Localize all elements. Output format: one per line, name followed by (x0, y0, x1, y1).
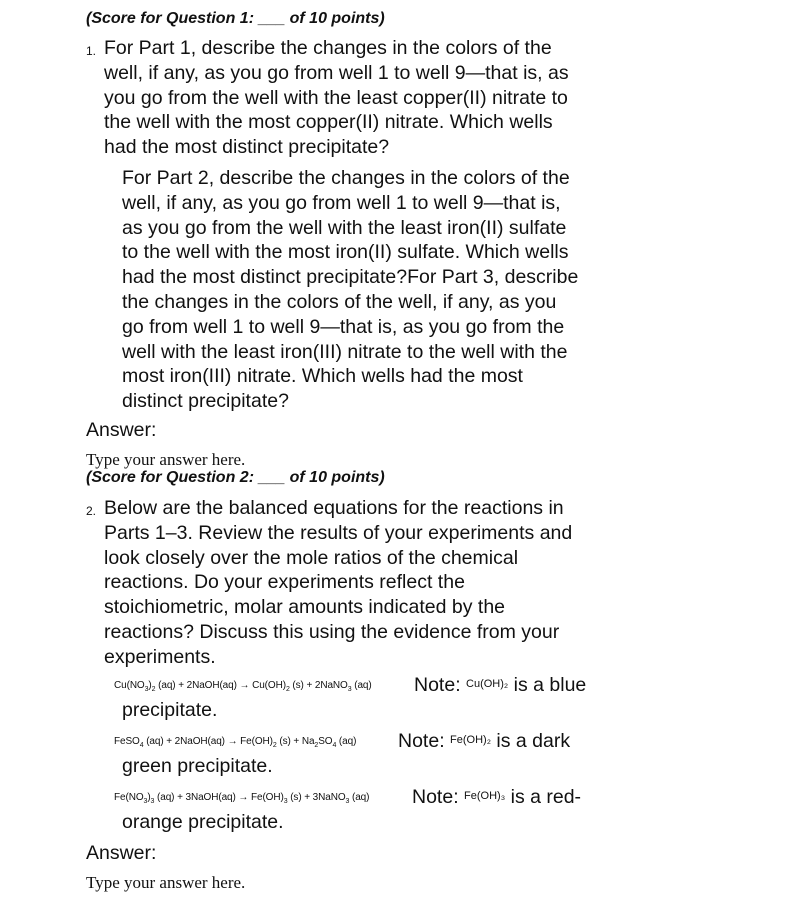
q2-answer-field[interactable]: Type your answer here. (86, 873, 246, 892)
q1-answer-field[interactable]: Type your answer here. (86, 450, 246, 469)
q1-part2-line: go from well 1 to well 9—that is, as you go from the (122, 315, 565, 338)
q1-part2-line: well with the least iron(III) nitrate to the well with the (122, 340, 568, 363)
q1-part2-line: distinct precipitate? (122, 390, 289, 413)
q1-part2-line: For Part 2, describe the changes in the colors of the (122, 167, 570, 189)
q1-part2-line: as you go from the well with the least iron(II) sulfate (122, 216, 567, 239)
equation-1: $Cu(NO_3)_2$ (aq) + 2NaOH(aq) → $Cu(OH)_2$ (s) + 2NaNO$_3$ (aq) (114, 680, 372, 693)
note-prefix: Note: (398, 730, 445, 752)
q1-question-text (104, 36, 794, 160)
note-prefix: Note: (412, 786, 459, 808)
q2-score-suffix: of 10 points) (285, 469, 385, 486)
q2-score-line (86, 469, 385, 487)
note-suffix: is a dark (496, 730, 571, 752)
q1-score-blank[interactable]: ___ (258, 10, 286, 27)
equation-2-note (398, 730, 570, 753)
q1-part2-line: to the well with the most iron(II) sulfate. Which wells (122, 241, 569, 264)
q1-part2-text (122, 166, 792, 414)
q1-part2-line: most iron(III) nitrate. Which wells had the most (122, 365, 523, 388)
q1-part2-line: well, if any, as you go from well 1 to well 9—that is, (122, 191, 561, 214)
note-compound: Cu(OH)₂ (466, 678, 509, 690)
q2-line: Below are the balanced equations for the reactions in (104, 497, 564, 519)
equation-2-continuation: green precipitate. (122, 755, 273, 777)
q2-line: Parts 1–3. Review the results of your experiments and (104, 521, 573, 544)
q2-line: reactions? Discuss this using the evidence from your (104, 620, 560, 643)
q2-score-blank[interactable]: ___ (258, 469, 286, 486)
q2-question-text (104, 496, 794, 670)
equation-1-continuation: precipitate. (122, 699, 218, 721)
q1-line: the well with the most copper(II) nitrate. Which wells (104, 111, 553, 134)
q2-line: stoichiometric, molar amounts indicated by the (104, 596, 506, 619)
equation-1-note (414, 674, 586, 697)
q1-line: For Part 1, describe the changes in the colors of the (104, 37, 552, 59)
q1-answer-label: Answer: (86, 419, 157, 441)
note-suffix: is a red- (510, 786, 582, 808)
q2-number: 2. (86, 504, 97, 518)
note-compound: Fe(OH)₃ (464, 790, 506, 802)
q2-line: experiments. (104, 645, 216, 668)
note-suffix: is a blue (513, 674, 587, 696)
q2-score-prefix: (Score for Question 2: (86, 469, 259, 486)
equation-2: FeSO$_4$ (aq) + 2NaOH(aq) → $Fe(OH)_2$ $(s) + Na_2SO_4$ (aq) (114, 736, 357, 749)
q1-part2-line: had the most distinct precipitate?For Part 3, describe (122, 266, 579, 289)
equation-3-note (412, 786, 581, 809)
q1-score-line (86, 10, 385, 28)
q2-line: look closely over the mole ratios of the chemical (104, 546, 519, 569)
q1-score-suffix: of 10 points) (285, 10, 385, 27)
equation-3: $Fe(NO_3)_3$ (aq) + 3NaOH(aq) → $Fe(OH)_3$ (s) + 3NaNO$_3$ (aq) (114, 792, 370, 805)
note-compound: Fe(OH)₂ (450, 734, 491, 746)
equation-3-continuation: orange precipitate. (122, 811, 284, 833)
q1-score-prefix: (Score for Question 1: (86, 10, 259, 27)
q1-part2-line: the changes in the colors of the well, if any, as you (122, 290, 557, 313)
q2-answer-label: Answer: (86, 842, 157, 864)
q2-line: reactions. Do your experiments reflect the (104, 571, 465, 594)
q1-line: well, if any, as you go from well 1 to well 9—that is, as (104, 61, 569, 84)
note-prefix: Note: (414, 674, 461, 696)
q1-line: had the most distinct precipitate? (104, 136, 390, 159)
q1-number: 1. (86, 44, 97, 58)
q1-line: you go from the well with the least copper(II) nitrate to (104, 86, 568, 109)
